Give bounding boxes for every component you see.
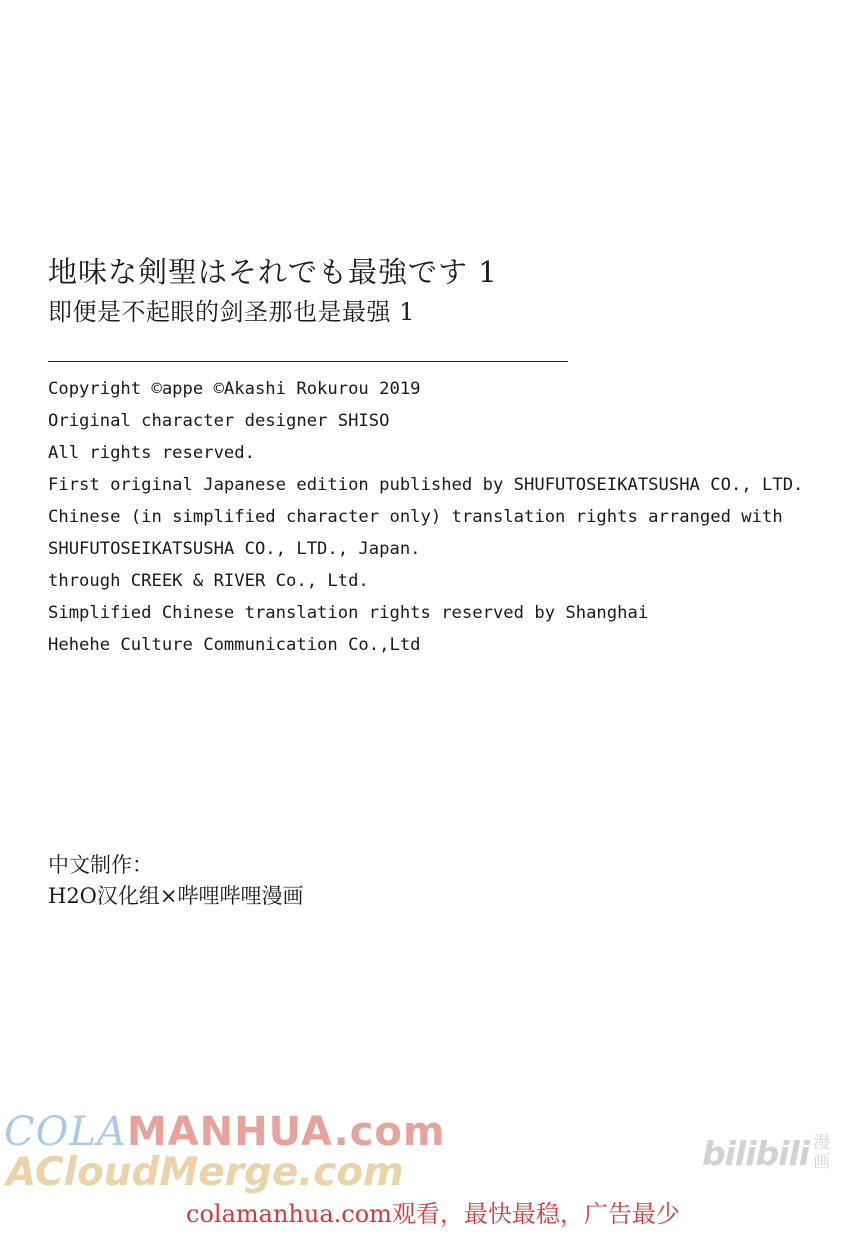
bilibili-manhua-label (813, 1134, 830, 1172)
copyright-line: Chinese (in simplified character only) translation rights arranged with (48, 507, 783, 527)
bilibili-logo-text: bilibili (702, 1133, 810, 1173)
copyright-line: First original Japanese edition published by SHUFUTOSEIKATSUSHA CO., LTD. (48, 475, 804, 495)
title-chinese: 即便是不起眼的剑圣那也是最强 1 (48, 298, 415, 326)
credits-names: H2O汉化组×哔哩哔哩漫画 (48, 884, 304, 908)
site-notice-watermark: colamanhua.com观看，最快最稳，广告最少 (186, 1200, 680, 1228)
divider-rule (48, 361, 568, 362)
bili-manhua-top: 漫 (813, 1133, 831, 1153)
colamanhua-watermark (4, 1108, 446, 1156)
credits-block (48, 850, 304, 912)
title-japanese: 地味な剣聖はそれでも最強です 1 (48, 255, 498, 289)
bilibili-manhua-watermark (702, 1131, 830, 1175)
copyright-block (48, 373, 803, 661)
watermark-manhua-text: MANHUA.com (126, 1109, 446, 1155)
acloudmerge-watermark: ACloudMerge.com (6, 1150, 404, 1195)
copyright-line: SHUFUTOSEIKATSUSHA CO., LTD., Japan. (48, 539, 421, 559)
copyright-line: Simplified Chinese translation rights reserved by Shanghai (48, 603, 649, 623)
copyright-line: through CREEK & RIVER Co., Ltd. (48, 571, 369, 591)
copyright-line: All rights reserved. (48, 443, 255, 463)
bili-manhua-bottom: 画 (813, 1152, 831, 1172)
copyright-line: Copyright ©appe ©Akashi Rokurou 2019 (48, 379, 421, 399)
copyright-line: Hehehe Culture Communication Co.,Ltd (48, 635, 421, 655)
watermark-cola-text: COLA (4, 1109, 127, 1155)
credits-label: 中文制作： (48, 853, 153, 877)
copyright-line: Original character designer SHISO (48, 411, 390, 431)
